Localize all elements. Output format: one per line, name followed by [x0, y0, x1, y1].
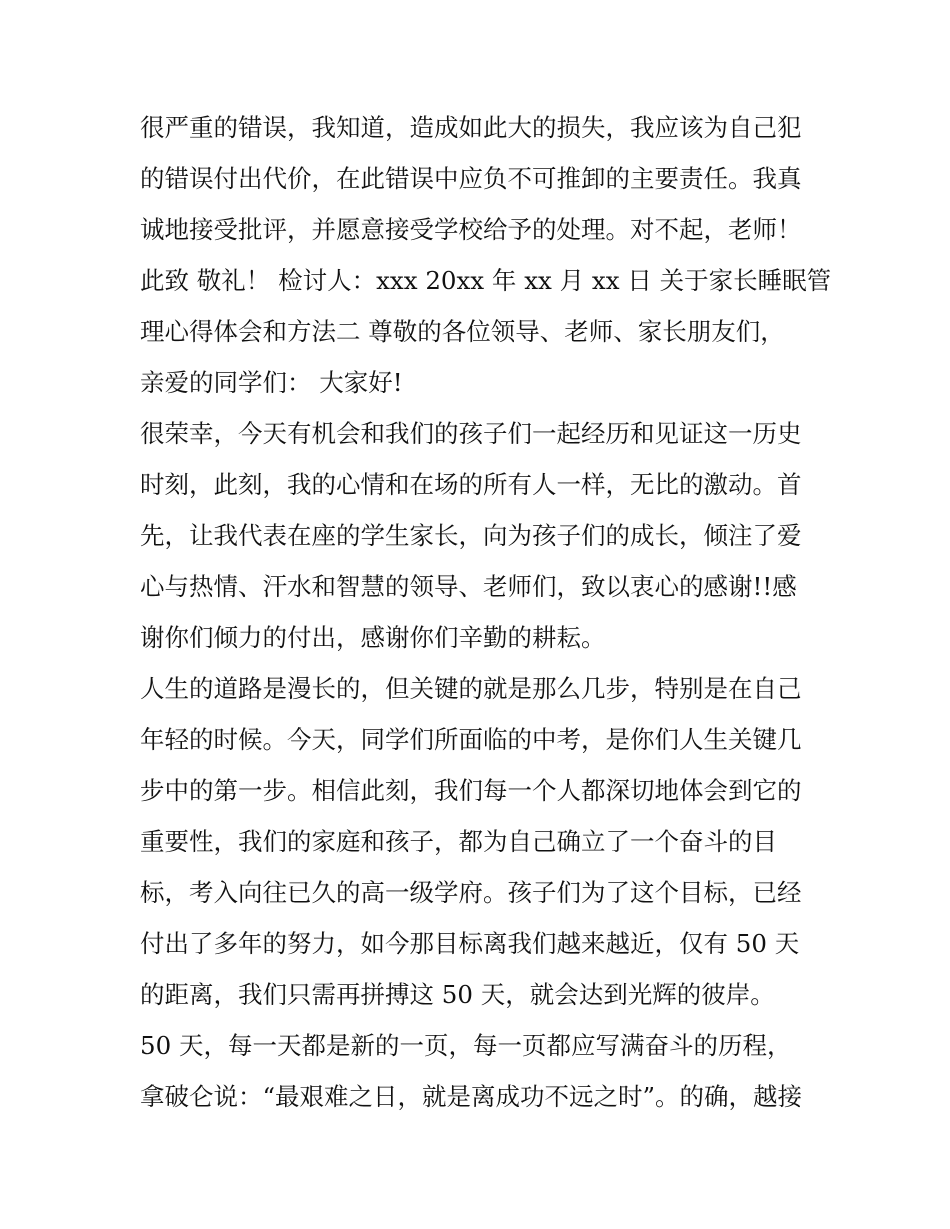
- text-line: 50 天，每一天都是新的一页，每一页都应写满奋斗的历程，: [140, 1031, 792, 1060]
- text-line: 拿破仑说：“最艰难之日，就是离成功不远之时”。的确，越接: [140, 1082, 803, 1111]
- text-line: 理心得体会和方法二 尊敬的各位领导、老师、家长朋友们，: [140, 317, 785, 346]
- text-line: 很荣幸，今天有机会和我们的孩子们一起经历和见证这一历史: [140, 419, 802, 448]
- text-line: 付出了多年的努力，如今那目标离我们越来越近，仅有 50 天: [140, 929, 800, 958]
- text-line: 重要性，我们的家庭和孩子，都为自己确立了一个奋斗的目: [140, 827, 777, 856]
- text-line: 标，考入向往已久的高一级学府。孩子们为了这个目标，已经: [140, 878, 802, 907]
- text-line: 时刻，此刻，我的心情和在场的所有人一样，无比的激动。首: [140, 470, 802, 499]
- text-line: 诚地接受批评，并愿意接受学校给予的处理。对不起，老师！: [140, 215, 802, 244]
- text-line: 此致 敬礼！ 检讨人：xxx 20xx 年 xx 月 xx 日 关于家长睡眠管: [140, 266, 832, 295]
- text-line: 步中的第一步。相信此刻，我们每一个人都深切地体会到它的: [140, 776, 802, 805]
- text-line: 年轻的时候。今天，同学们所面临的中考，是你们人生关键几: [140, 725, 802, 754]
- text-line: 心与热情、汗水和智慧的领导、老师们，致以衷心的感谢!!感: [140, 572, 797, 601]
- body-text: [140, 102, 832, 1122]
- text-line: 先，让我代表在座的学生家长，向为孩子们的成长，倾注了爱: [140, 521, 802, 550]
- text-line: 很严重的错误，我知道，造成如此大的损失，我应该为自己犯: [140, 113, 802, 142]
- text-line: 谢你们倾力的付出，感谢你们辛勤的耕耘。: [140, 623, 606, 652]
- text-line: 人生的道路是漫长的，但关键的就是那么几步，特别是在自己: [140, 674, 802, 703]
- text-line: 的错误付出代价，在此错误中应负不可推卸的主要责任。我真: [140, 164, 802, 193]
- text-line: 的距离，我们只需再拼搏这 50 天，就会达到光辉的彼岸。: [140, 980, 775, 1009]
- text-line: 亲爱的同学们： 大家好!: [140, 368, 403, 397]
